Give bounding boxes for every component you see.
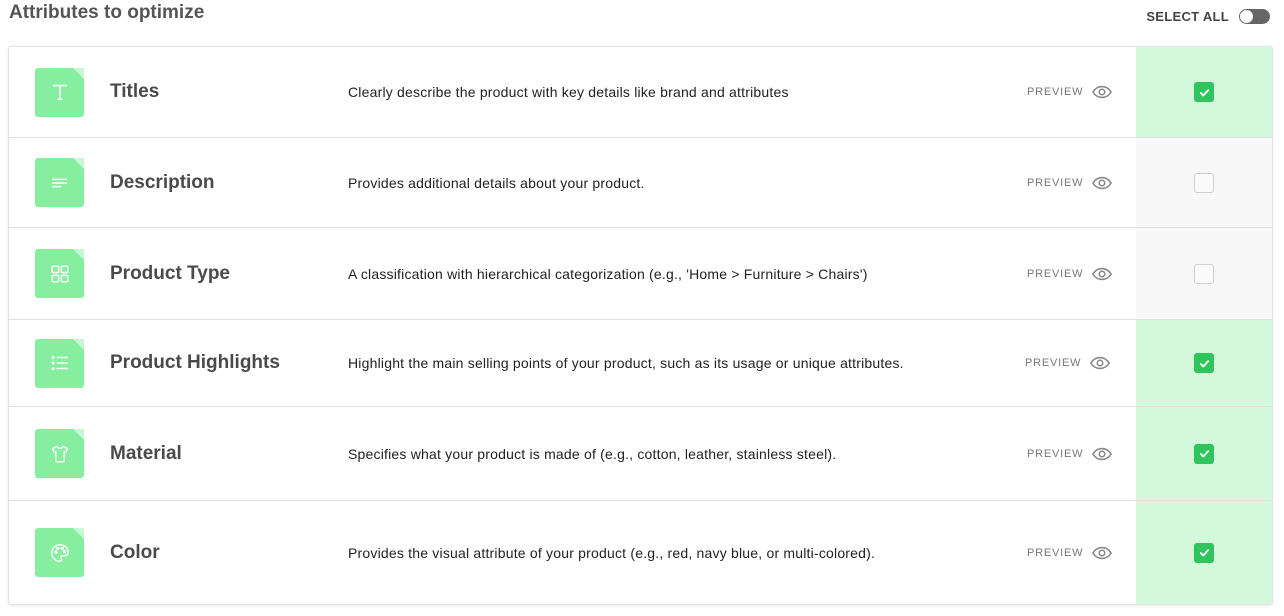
attribute-title: Product Highlights [110, 352, 280, 373]
preview-label: PREVIEW [1027, 176, 1084, 189]
attribute-row-description [9, 138, 1272, 228]
grid-icon [35, 249, 84, 298]
attribute-title: Titles [110, 81, 160, 102]
list-icon [35, 339, 84, 388]
check-cell [1136, 47, 1272, 137]
toggle-knob [1240, 10, 1253, 23]
attribute-row-titles [9, 47, 1272, 138]
preview-button[interactable] [1027, 176, 1112, 190]
check-cell [1136, 138, 1272, 227]
attribute-title: Color [110, 541, 160, 563]
check-cell [1136, 320, 1272, 406]
attribute-row-color [9, 501, 1272, 604]
check-cell [1136, 407, 1272, 500]
attribute-checkbox[interactable] [1194, 353, 1214, 373]
attribute-title: Description [110, 171, 215, 193]
attribute-description: Provides additional details about your product. [348, 174, 645, 191]
lines-icon [35, 158, 84, 207]
select-all-toggle[interactable] [1239, 9, 1270, 24]
checkmark-icon [1198, 546, 1211, 559]
attribute-description: Highlight the main selling points of your product, such as its usage or unique attributes. [348, 355, 904, 371]
preview-button[interactable] [1027, 85, 1112, 99]
eye-icon [1090, 356, 1110, 370]
preview-button[interactable] [1025, 356, 1110, 370]
check-cell [1136, 228, 1272, 319]
select-all[interactable] [1146, 9, 1270, 24]
preview-label: PREVIEW [1027, 546, 1084, 559]
select-all-label: SELECT ALL [1146, 9, 1229, 24]
attributes-card [8, 46, 1273, 605]
preview-button[interactable] [1027, 267, 1112, 281]
attribute-title: Material [110, 442, 182, 464]
attribute-checkbox[interactable] [1194, 264, 1214, 284]
preview-button[interactable] [1027, 546, 1112, 560]
shirt-icon [35, 429, 84, 478]
text-t-icon [35, 68, 84, 117]
checkmark-icon [1198, 86, 1211, 99]
attribute-row-product-type [9, 228, 1272, 320]
attribute-row-product-highlights [9, 320, 1272, 407]
check-cell [1136, 501, 1272, 604]
attribute-checkbox[interactable] [1194, 173, 1214, 193]
preview-label: PREVIEW [1027, 447, 1084, 460]
attribute-description: Specifies what your product is made of (e.g., cotton, leather, stainless steel). [348, 445, 837, 462]
eye-icon [1092, 546, 1112, 560]
attribute-row-material [9, 407, 1272, 501]
attribute-checkbox[interactable] [1194, 543, 1214, 563]
eye-icon [1092, 447, 1112, 461]
attribute-checkbox[interactable] [1194, 444, 1214, 464]
preview-label: PREVIEW [1027, 267, 1084, 280]
attribute-description: Clearly describe the product with key details like brand and attributes [348, 84, 789, 100]
eye-icon [1092, 267, 1112, 281]
preview-button[interactable] [1027, 447, 1112, 461]
checkmark-icon [1198, 447, 1211, 460]
page-title: Attributes to optimize [9, 2, 205, 23]
attribute-checkbox[interactable] [1194, 82, 1214, 102]
attribute-title: Product Type [110, 262, 230, 284]
palette-icon [35, 528, 84, 577]
attribute-description: A classification with hierarchical categorization (e.g., 'Home > Furniture > Chairs') [348, 265, 868, 282]
preview-label: PREVIEW [1025, 357, 1082, 369]
checkmark-icon [1198, 357, 1211, 370]
preview-label: PREVIEW [1027, 86, 1084, 98]
attribute-description: Provides the visual attribute of your product (e.g., red, navy blue, or multi-colored). [348, 544, 876, 561]
eye-icon [1092, 176, 1112, 190]
eye-icon [1092, 85, 1112, 99]
